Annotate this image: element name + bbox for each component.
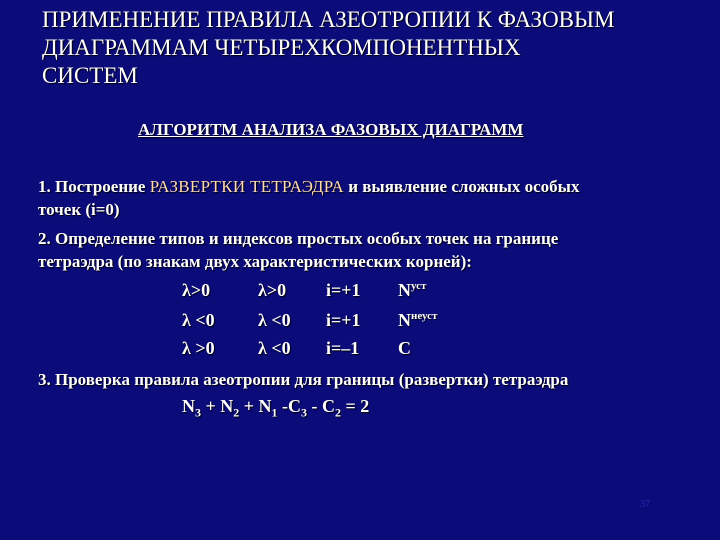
step-1 — [38, 175, 698, 221]
page-number: 37 — [640, 499, 650, 510]
row-3-index: i=–1 — [326, 338, 360, 358]
row-3-root-1: λ >0 — [182, 338, 215, 358]
row-1-type-letter: N — [398, 280, 411, 300]
step-1-line-2: точек (i=0) — [38, 200, 120, 219]
step-1-suffix: и выявление сложных особых — [343, 177, 580, 196]
row-3-type: C — [398, 338, 411, 358]
row-2-index: i=+1 — [326, 310, 361, 330]
row-1-root-2: λ>0 — [258, 280, 287, 300]
step-1-prefix: 1. Построение — [38, 177, 150, 196]
step-3-line-1: 3. Проверка правила азеотропии для границы (развертки) тетраэдра — [38, 370, 569, 389]
step-1-line-1 — [38, 175, 698, 198]
step-3 — [38, 368, 698, 391]
row-1-type — [398, 280, 426, 301]
formula-term: - C — [307, 396, 336, 416]
step-2-line-1: 2. Определение типов и индексов простых особых точек на границе — [38, 229, 559, 248]
formula-term: -C — [277, 396, 302, 416]
formula-subscript: 3 — [195, 405, 201, 420]
formula-term: + N — [239, 396, 272, 416]
title-line-3: СИСТЕМ — [42, 63, 138, 88]
formula-subscript: 1 — [271, 405, 278, 420]
formula-result: = 2 — [341, 396, 370, 416]
row-3-root-2: λ <0 — [258, 338, 291, 358]
formula-term: N — [182, 396, 195, 416]
row-1-root-1: λ>0 — [182, 280, 211, 300]
row-1-type-sup: уст — [411, 280, 427, 292]
row-2-root-1: λ <0 — [182, 310, 215, 330]
title-line-1: ПРИМЕНЕНИЕ ПРАВИЛА АЗЕОТРОПИИ К ФАЗОВЫМ — [42, 7, 615, 32]
title-line-2: ДИАГРАММАМ ЧЕТЫРЕХКОМПОНЕНТНЫХ — [42, 35, 521, 60]
step-2 — [38, 227, 698, 273]
algorithm-heading: АЛГОРИТМ АНАЛИЗА ФАЗОВЫХ ДИАГРАММ — [138, 120, 524, 139]
formula-subscript: 2 — [335, 405, 342, 420]
row-2-type — [398, 310, 437, 331]
step-1-highlight: РАЗВЕРТКИ ТЕТРАЭДРА — [149, 177, 344, 196]
slide-title — [42, 6, 682, 90]
formula-subscript: 3 — [301, 405, 308, 420]
formula-subscript: 2 — [233, 405, 240, 420]
step-2-line-2: тетраэдра (по знакам двух характеристических корней): — [38, 252, 472, 271]
formula-term: + N — [201, 396, 234, 416]
azeotropy-formula — [182, 396, 370, 420]
row-2-type-sup: неуст — [411, 310, 438, 322]
row-2-root-2: λ <0 — [258, 310, 291, 330]
row-2-type-letter: N — [398, 310, 411, 330]
row-1-index: i=+1 — [326, 280, 361, 300]
